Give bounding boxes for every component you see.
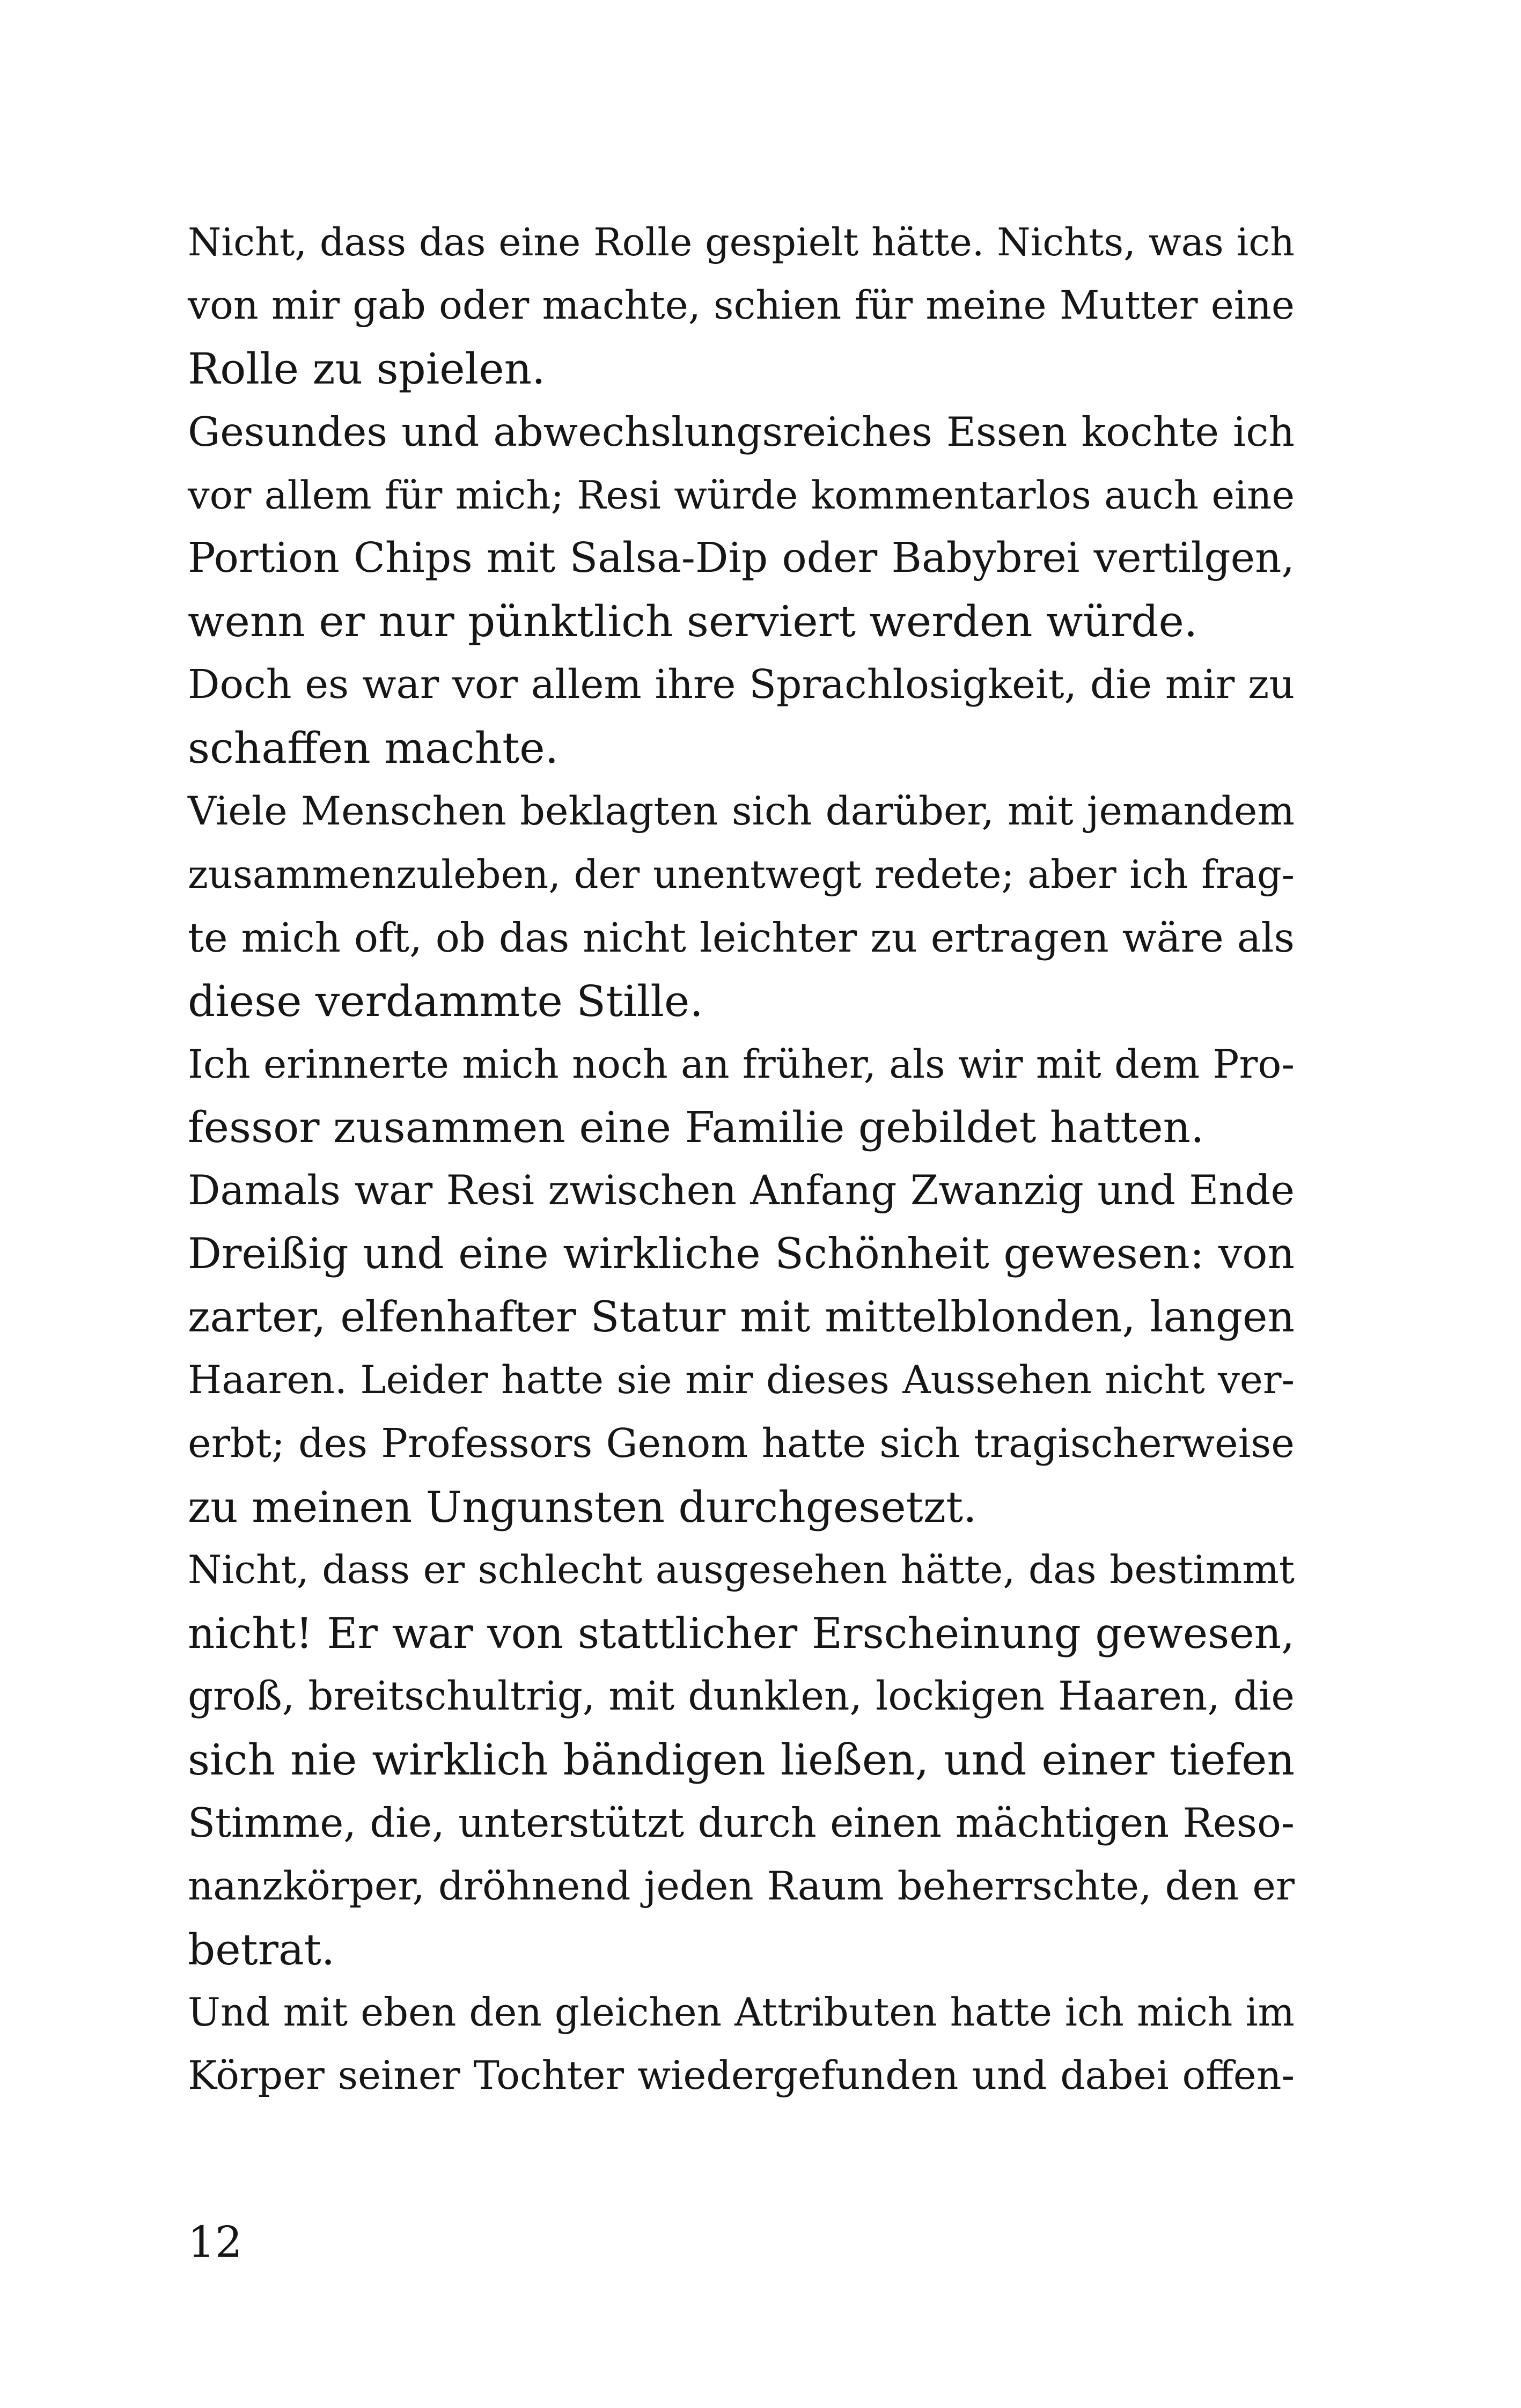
text-line: vor allem für mich; Resi würde kommentarlos auch eine — [188, 472, 1295, 518]
text-line: Dreißig und eine wirkliche Schönheit gewesen: von — [188, 1229, 1295, 1279]
text-line: Gesundes und abwechslungsreiches Essen kochte ich — [188, 408, 1295, 455]
text-line: Stimme, die, unterstützt durch einen mächtigen Reso- — [188, 1800, 1295, 1847]
page-number: 12 — [188, 2217, 243, 2267]
text-line: Ich erinnerte mich noch an früher, als wir mit dem Pro- — [188, 1041, 1295, 1087]
text-line: Rolle zu spielen. — [188, 343, 546, 394]
text-line: Und mit eben den gleichen Attributen hatte ich mich im — [188, 1990, 1295, 2035]
text-line: zu meinen Ungunsten durchgesetzt. — [188, 1482, 977, 1532]
text-line: Haaren. Leider hatte sie mir dieses Aussehen nicht ver- — [188, 1358, 1295, 1403]
text-line: schaffen machte. — [188, 723, 559, 774]
text-line: Doch es war vor allem ihre Sprachlosigkeit, die mir zu — [188, 661, 1295, 708]
text-line: wenn er nur pünktlich serviert werden würde. — [188, 597, 1198, 647]
text-line: groß, breitschultrig, mit dunklen, lockigen Haaren, die — [188, 1674, 1295, 1720]
text-line: te mich oft, ob das nicht leichter zu ertragen wäre als — [188, 914, 1295, 961]
text-line: nicht! Er war von stattlicher Erscheinung gewesen, — [188, 1609, 1295, 1658]
text-line: Körper seiner Tochter wiedergefunden und dabei offen- — [188, 2053, 1295, 2098]
text-line: sich nie wirklich bändigen ließen, und einer tiefen — [188, 1735, 1295, 1785]
text-line: nanzkörper, dröhnend jeden Raum beherrschte, den er — [188, 1864, 1295, 1910]
text-line: Portion Chips mit Salsa-Dip oder Babybrei vertilgen, — [188, 534, 1295, 583]
text-line: betrat. — [188, 1925, 335, 1975]
text-line: zarter, elfenhafter Statur mit mittelblonden, langen — [188, 1292, 1295, 1342]
text-line: Nicht, dass das eine Rolle gespielt hätte. Nichts, was ich — [188, 220, 1295, 264]
text-line: fessor zusammen eine Familie gebildet hatten. — [188, 1102, 1204, 1153]
text-line: diese verdammte Stille. — [188, 976, 703, 1026]
text-line: Damals war Resi zwischen Anfang Zwanzig und Ende — [188, 1167, 1295, 1214]
text-line: Viele Menschen beklagten sich darüber, mit jemandem — [188, 789, 1295, 835]
text-line: von mir gab oder machte, schien für meine Mutter eine — [188, 282, 1295, 328]
text-line: zusammenzuleben, der unentwegt redete; aber ich frag- — [188, 851, 1295, 897]
text-line: Nicht, dass er schlecht ausgesehen hätte, das bestimmt — [188, 1547, 1295, 1593]
text-line: erbt; des Professors Genom hatte sich tragischerweise — [188, 1420, 1295, 1467]
body-text — [188, 211, 1295, 2108]
